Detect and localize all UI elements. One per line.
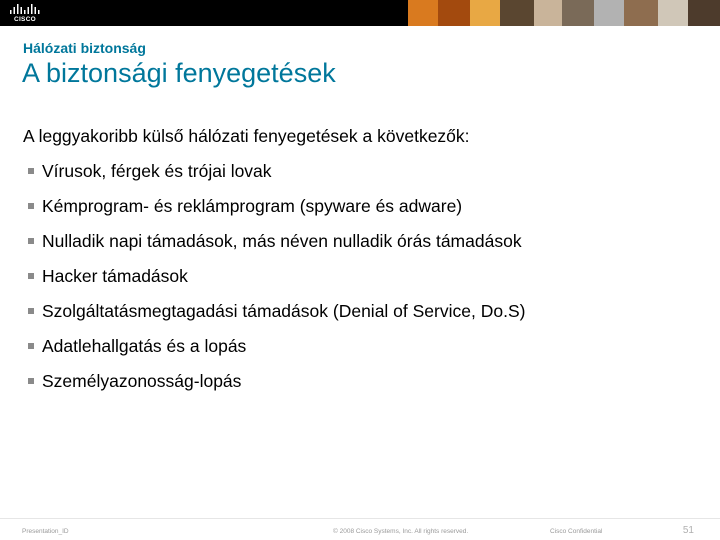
- bullet-item: [28, 159, 525, 194]
- bullet-text: Szolgáltatásmegtagadási támadások (Denial of Service, Do.S): [42, 301, 526, 321]
- bullet-square-icon: [28, 308, 34, 314]
- slide-subtitle: Hálózati biztonság: [23, 40, 146, 56]
- photo-tile: [658, 0, 688, 26]
- photo-tile: [688, 0, 720, 26]
- top-banner: [0, 0, 720, 26]
- bullet-item: [28, 299, 525, 334]
- photo-tile: [408, 0, 438, 26]
- footer-confidential: Cisco Confidential: [550, 528, 603, 535]
- bullet-item: [28, 229, 525, 264]
- photo-strip: [408, 0, 720, 26]
- photo-tile: [500, 0, 534, 26]
- footer-copyright: © 2008 Cisco Systems, Inc. All rights reserved.: [333, 528, 469, 535]
- bullet-text: Adatlehallgatás és a lopás: [42, 336, 247, 356]
- bullet-item: [28, 334, 525, 369]
- slide-title: A biztonsági fenyegetések: [22, 58, 336, 88]
- bullet-item: [28, 264, 525, 299]
- bullet-item: [28, 194, 525, 229]
- bullet-list: [28, 159, 525, 404]
- bullet-text: Hacker támadások: [42, 266, 188, 286]
- bullet-item: [28, 369, 525, 404]
- photo-tile: [624, 0, 658, 26]
- intro-text: A leggyakoribb külső hálózati fenyegetések a következők:: [23, 126, 470, 146]
- bullet-square-icon: [28, 378, 34, 384]
- bullet-square-icon: [28, 273, 34, 279]
- photo-tile: [534, 0, 562, 26]
- cisco-logo: [8, 3, 42, 23]
- photo-tile: [470, 0, 500, 26]
- logo-wordmark: CISCO: [13, 16, 37, 23]
- bullet-text: Kémprogram- és reklámprogram (spyware és adware): [42, 196, 463, 216]
- bullet-square-icon: [28, 168, 34, 174]
- bullet-square-icon: [28, 238, 34, 244]
- bullet-square-icon: [28, 343, 34, 349]
- footer-presentation-id: Presentation_ID: [22, 528, 69, 535]
- photo-tile: [594, 0, 624, 26]
- bullet-text: Személyazonosság-lopás: [42, 371, 242, 391]
- footer-divider: [0, 518, 720, 519]
- bullet-text: Vírusok, férgek és trójai lovak: [42, 161, 272, 181]
- cisco-bridge-icon: [8, 3, 42, 16]
- bullet-square-icon: [28, 203, 34, 209]
- bullet-text: Nulladik napi támadások, más néven nulladik órás támadások: [42, 231, 522, 251]
- page-number: 51: [682, 525, 694, 536]
- photo-tile: [562, 0, 594, 26]
- photo-tile: [438, 0, 470, 26]
